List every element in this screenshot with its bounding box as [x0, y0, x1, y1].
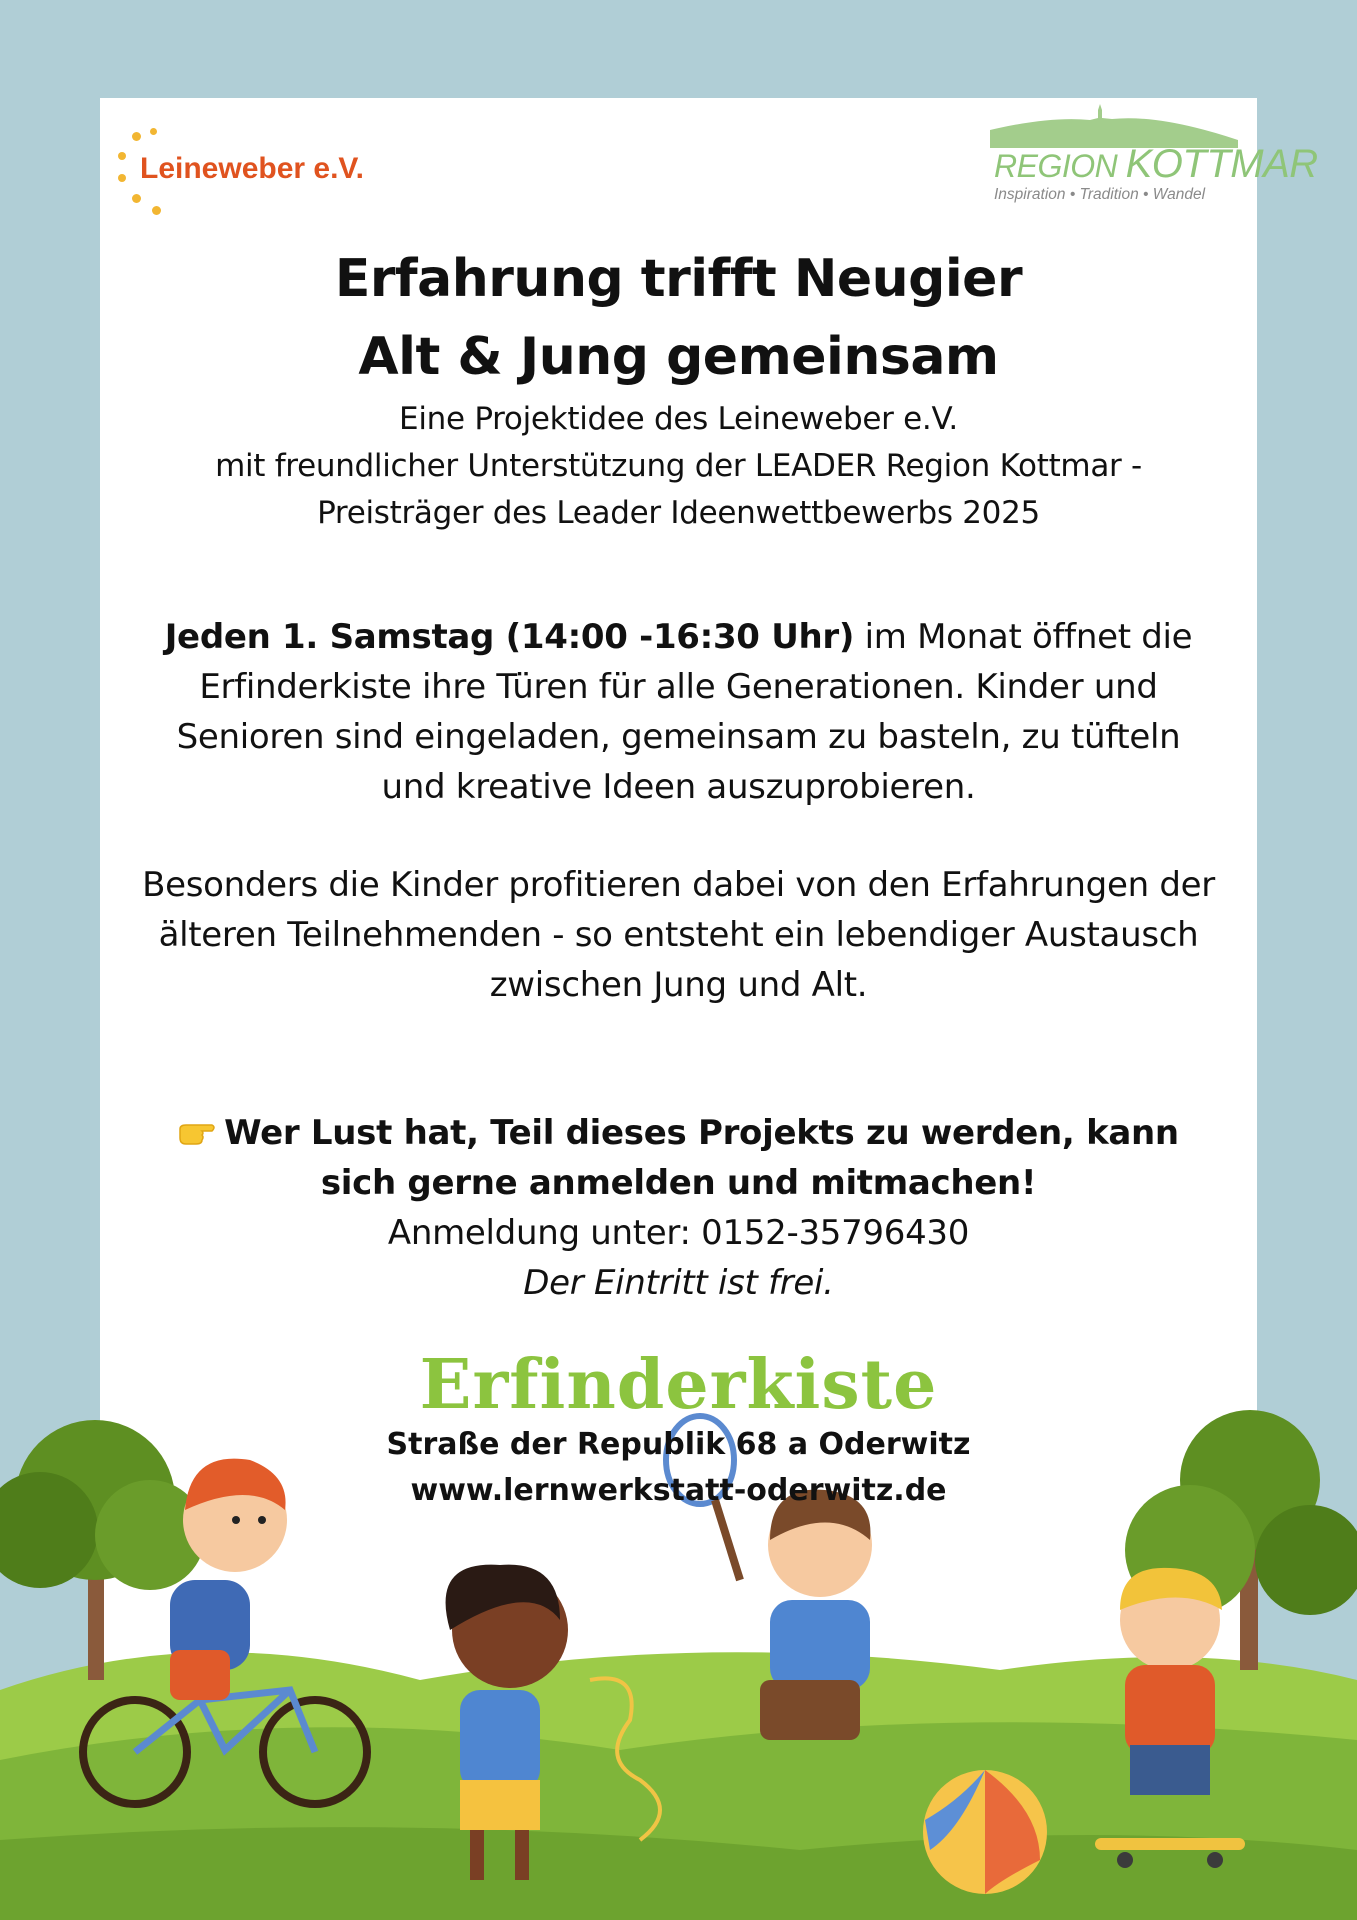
footer-info: [100, 1422, 1257, 1514]
region-kottmar-tagline: Inspiration • Tradition • Wandel: [994, 186, 1206, 203]
cta-text: Wer Lust hat, Teil dieses Projekts zu werden, kann sich gerne anmelden und mitmachen!: [224, 1113, 1179, 1203]
website-link[interactable]: www.lernwerkstatt-oderwitz.de: [410, 1473, 947, 1508]
paragraph-schedule: [150, 612, 1207, 812]
region-kottmar-logo: [990, 104, 1318, 210]
pointing-hand-icon: [178, 1119, 216, 1147]
schedule-text: im Monat öffnet die Erfinderkiste ihre Türen für alle Generationen. Kinder und Senioren sind eingeladen, gemeinsam zu basteln, zu tüfteln und kreative Ideen auszuprobieren.: [176, 617, 1193, 807]
beach-ball: [923, 1770, 1047, 1894]
subtitle-line-1: Eine Projektidee des Leineweber e.V.: [399, 401, 958, 437]
headline-line-1: Erfahrung trifft Neugier: [334, 249, 1023, 309]
headline: [100, 240, 1257, 396]
leineweber-logo-text: Leineweber e.V.: [140, 152, 365, 185]
address: Straße der Republik 68 a Oderwitz: [386, 1427, 971, 1462]
schedule-bold: Jeden 1. Samstag (14:00 -16:30 Uhr): [164, 617, 855, 657]
paragraph-benefits: Besonders die Kinder profitieren dabei von den Erfahrungen der älteren Teilnehmenden - so entsteht ein lebendiger Austausch zwischen Jung und Alt.: [142, 865, 1215, 1005]
subtitle-line-2: mit freundlicher Unterstützung der LEADER Region Kottmar -: [215, 448, 1142, 484]
region-kottmar-name: REGION KOTTMAR: [994, 142, 1318, 186]
leineweber-logo: [118, 128, 418, 223]
subtitle: [100, 396, 1257, 537]
phone-line: Anmeldung unter: 0152-35796430: [387, 1213, 970, 1253]
call-to-action: [150, 1108, 1207, 1308]
erfinderkiste-brand: Erfinderkiste: [419, 1345, 938, 1425]
headline-line-2: Alt & Jung gemeinsam: [358, 327, 999, 387]
free-entry: Der Eintritt ist frei.: [523, 1263, 834, 1303]
subtitle-line-3: Preisträger des Leader Ideenwettbewerbs 2025: [317, 495, 1040, 531]
